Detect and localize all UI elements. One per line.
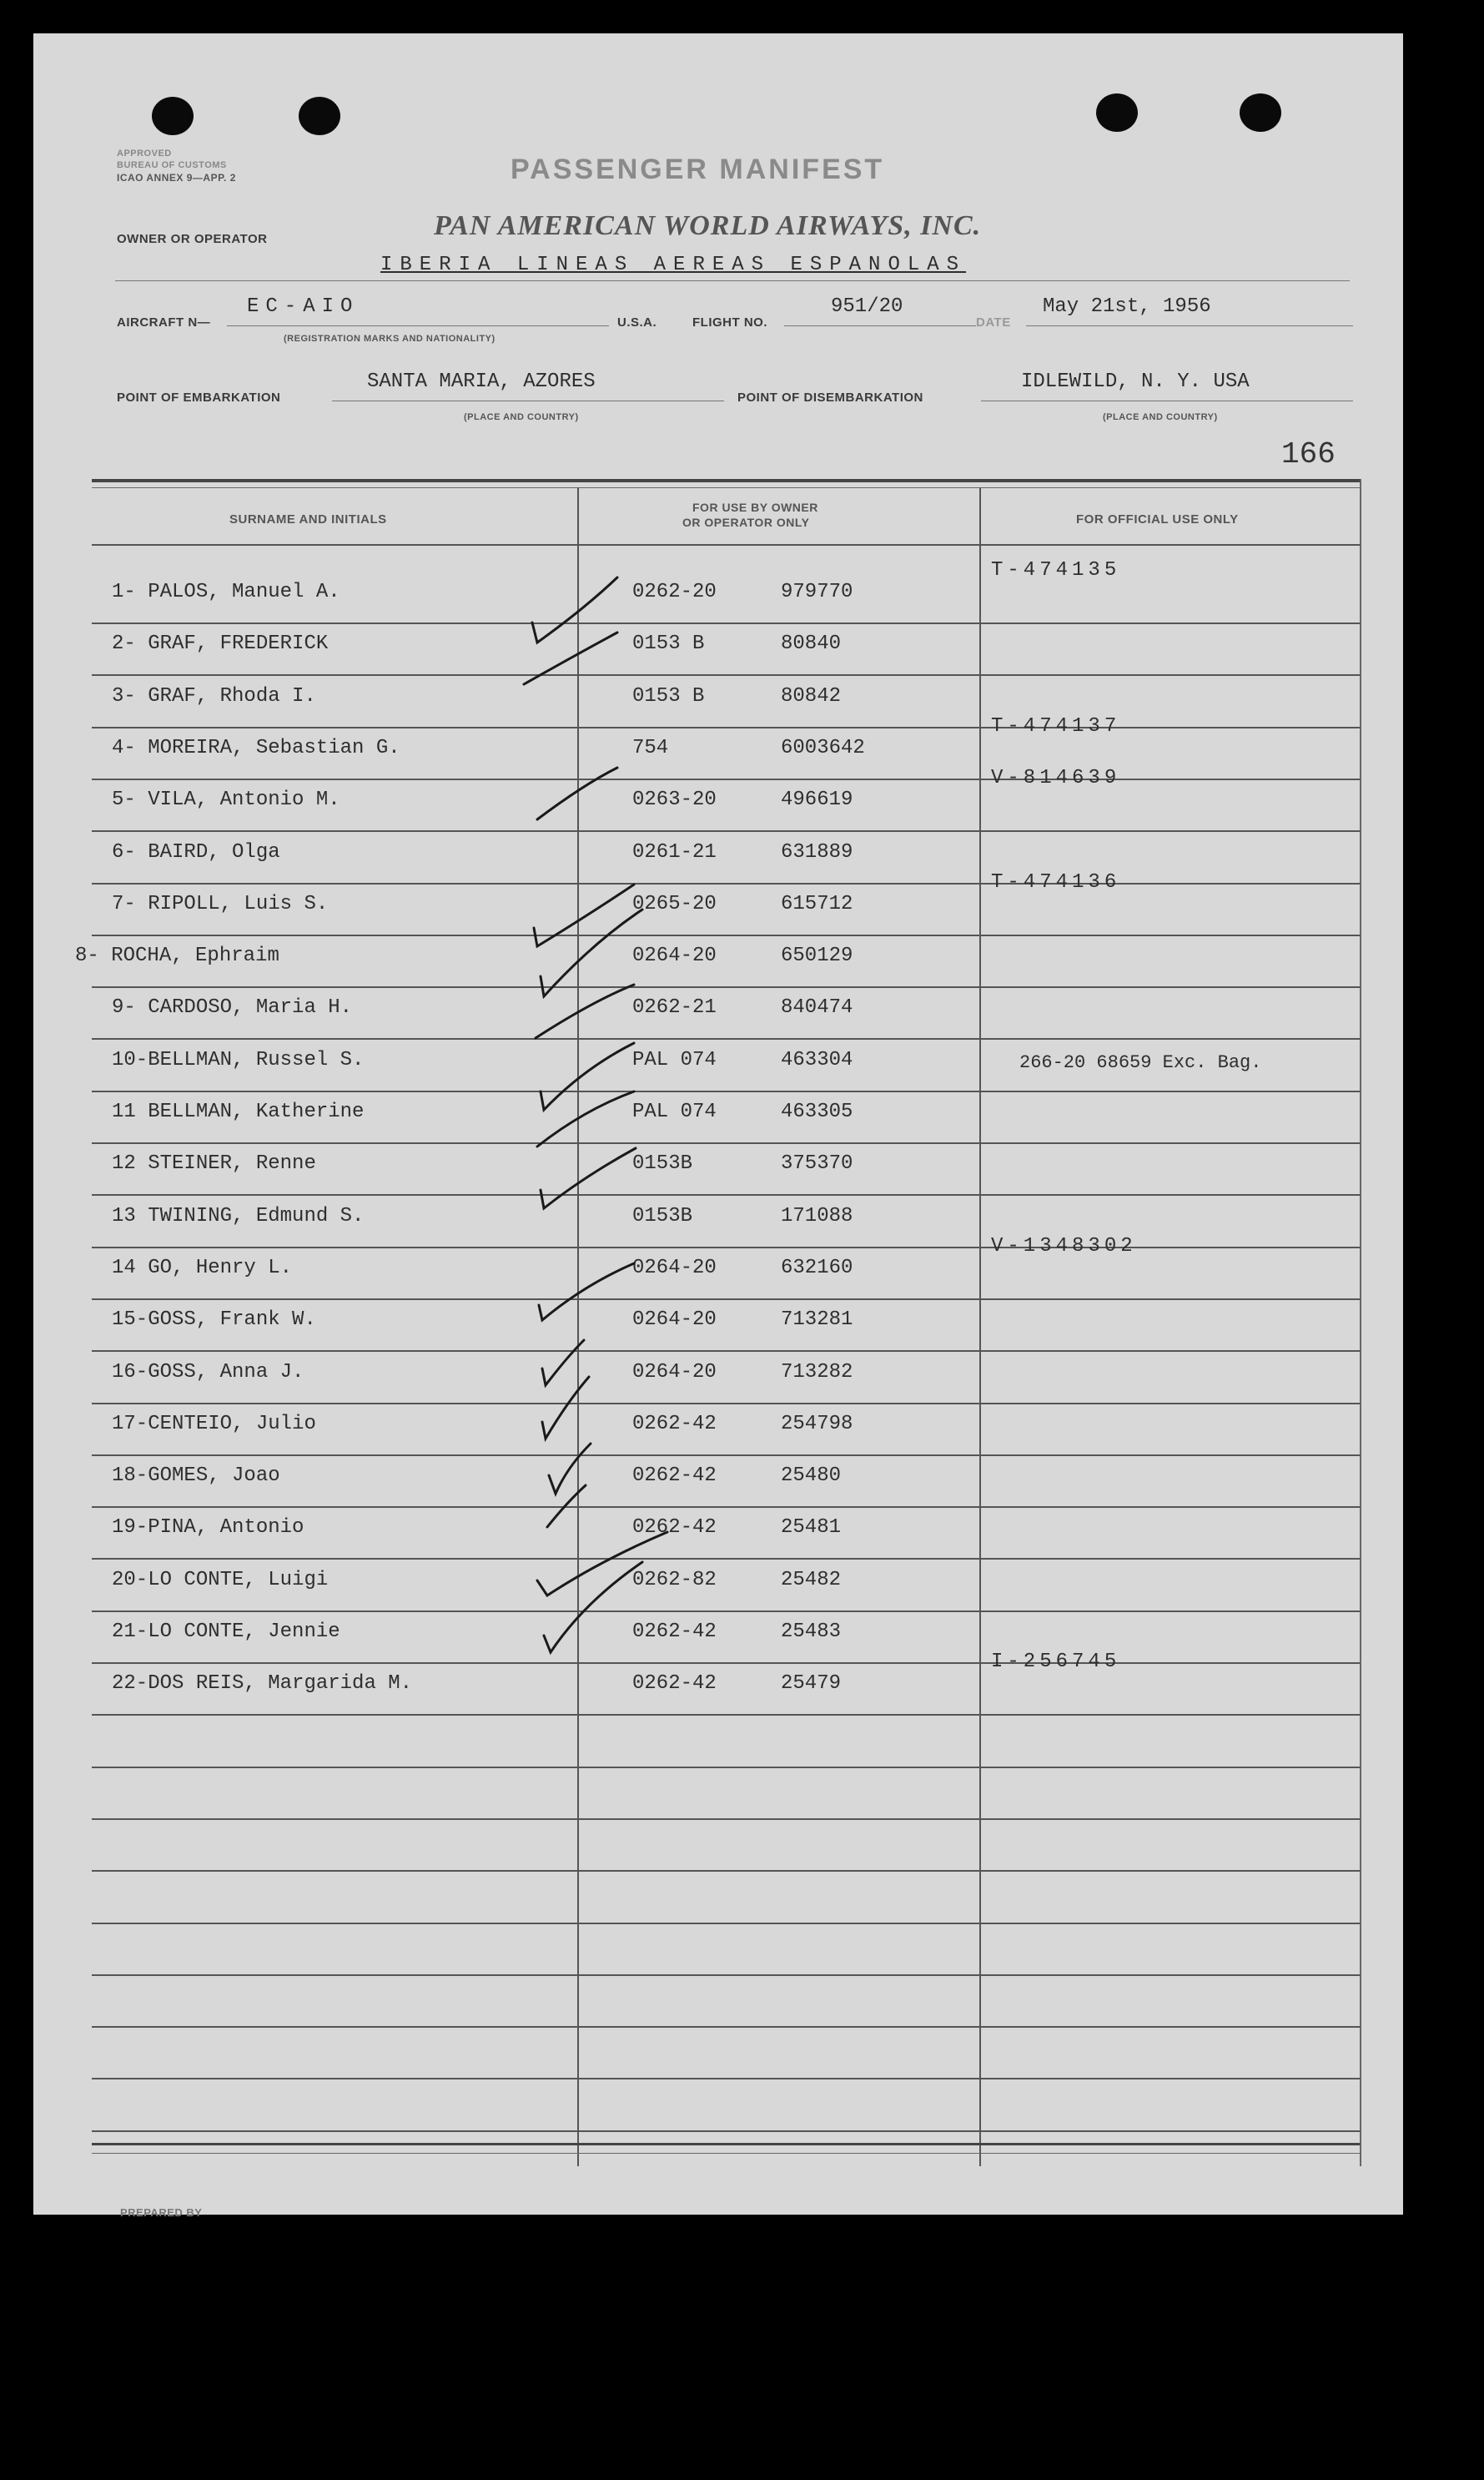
ticket-code: 0153B <box>632 1152 693 1175</box>
embark-caption: (PLACE AND COUNTRY) <box>464 412 579 422</box>
date-value: May 21st, 1956 <box>1043 295 1211 318</box>
passenger-name: 8- ROCHA, Ephraim <box>75 945 279 967</box>
official-notation: V-814639 <box>991 767 1121 789</box>
official-notation: I-256745 <box>991 1651 1121 1673</box>
ticket-code: 0262-42 <box>632 1413 717 1435</box>
passenger-name: 2- GRAF, FREDERICK <box>112 633 329 655</box>
check-marks <box>33 33 1403 2215</box>
ticket-number: 615712 <box>781 893 853 915</box>
passenger-name: 7- RIPOLL, Luis S. <box>112 893 329 915</box>
passenger-name: 4- MOREIRA, Sebastian G. <box>112 737 400 759</box>
official-notation: T-474137 <box>991 715 1121 738</box>
ticket-number: 25481 <box>781 1516 842 1539</box>
column-header-name: SURNAME AND INITIALS <box>229 512 387 527</box>
ticket-code: 0262-82 <box>632 1569 717 1591</box>
flight-label: FLIGHT NO. <box>692 315 767 330</box>
ticket-number: 254798 <box>781 1413 853 1435</box>
check-mark-icon <box>534 885 634 946</box>
disembark-label: POINT OF DISEMBARKATION <box>737 391 923 405</box>
passenger-name: 12 STEINER, Renne <box>112 1152 316 1175</box>
ticket-code: 0263-20 <box>632 789 717 811</box>
ticket-number: 80840 <box>781 633 842 655</box>
prepared-by-label: PREPARED BY <box>120 2206 203 2219</box>
footer-rule <box>92 2143 1360 2145</box>
check-mark-icon <box>541 1043 634 1110</box>
ticket-code: 754 <box>632 737 669 759</box>
ticket-number: 650129 <box>781 945 853 967</box>
ticket-code: 0262-42 <box>632 1464 717 1487</box>
check-mark-icon <box>541 910 642 996</box>
page-title: PASSENGER MANIFEST <box>511 154 885 185</box>
passenger-name: 6- BAIRD, Olga <box>112 841 280 864</box>
passenger-name: 5- VILA, Antonio M. <box>112 789 340 811</box>
passenger-name: 21-LO CONTE, Jennie <box>112 1621 340 1643</box>
ticket-code: PAL 074 <box>632 1049 717 1071</box>
ticket-number: 496619 <box>781 789 853 811</box>
passenger-name: 22-DOS REIS, Margarida M. <box>112 1672 413 1695</box>
ticket-code: 0262-42 <box>632 1672 717 1695</box>
ticket-code: 0264-20 <box>632 945 717 967</box>
check-mark-icon <box>544 1562 642 1652</box>
flight-value: 951/20 <box>831 295 903 318</box>
ticket-code: PAL 074 <box>632 1101 717 1123</box>
ticket-number: 631889 <box>781 841 853 864</box>
footer-rule-2 <box>92 2153 1360 2154</box>
ticket-code: 0153 B <box>632 633 705 655</box>
ticket-number: 80842 <box>781 685 842 708</box>
ticket-number: 25483 <box>781 1621 842 1643</box>
official-notation: T-474135 <box>991 559 1121 582</box>
ticket-code: 0153B <box>632 1205 693 1227</box>
ticket-number: 375370 <box>781 1152 853 1175</box>
column-header-official: FOR OFFICIAL USE ONLY <box>1076 512 1239 527</box>
ticket-number: 6003642 <box>781 737 865 759</box>
check-mark-icon <box>537 1091 634 1147</box>
ticket-code: 0264-20 <box>632 1257 717 1279</box>
passenger-name: 18-GOMES, Joao <box>112 1464 280 1487</box>
approved-stamp-line2: BUREAU OF CUSTOMS <box>117 160 227 170</box>
passenger-name: 14 GO, Henry L. <box>112 1257 293 1279</box>
check-mark-icon <box>537 768 617 819</box>
passenger-name: 19-PINA, Antonio <box>112 1516 304 1539</box>
passenger-name: 1- PALOS, Manuel A. <box>112 581 340 603</box>
ticket-number: 171088 <box>781 1205 853 1227</box>
passenger-name: 20-LO CONTE, Luigi <box>112 1569 329 1591</box>
operator-typed: IBERIA LINEAS AEREAS ESPANOLAS <box>380 254 967 276</box>
passenger-name: 3- GRAF, Rhoda I. <box>112 685 316 708</box>
passenger-name: 15-GOSS, Frank W. <box>112 1308 316 1331</box>
embark-value: SANTA MARIA, AZORES <box>367 370 596 393</box>
passenger-name: 16-GOSS, Anna J. <box>112 1361 304 1384</box>
check-mark-icon <box>542 1340 584 1385</box>
ticket-number: 979770 <box>781 581 853 603</box>
official-notation: T-474136 <box>991 871 1121 894</box>
check-mark-icon <box>537 1532 667 1595</box>
disembark-value: IDLEWILD, N. Y. USA <box>1021 370 1250 393</box>
ticket-code: 0262-42 <box>632 1516 717 1539</box>
page-number: 166 <box>1281 437 1336 471</box>
aircraft-label: AIRCRAFT N— <box>117 315 211 330</box>
ticket-number: 713281 <box>781 1308 853 1331</box>
column-header-owner-1: FOR USE BY OWNER <box>692 501 818 514</box>
passenger-name: 9- CARDOSO, Maria H. <box>112 996 353 1019</box>
official-notation: V-1348302 <box>991 1235 1137 1258</box>
passenger-name: 11 BELLMAN, Katherine <box>112 1101 365 1123</box>
ticket-number: 25480 <box>781 1464 842 1487</box>
ticket-number: 632160 <box>781 1257 853 1279</box>
passenger-name: 13 TWINING, Edmund S. <box>112 1205 365 1227</box>
column-header-owner-2: OR OPERATOR ONLY <box>682 516 810 529</box>
aircraft-value: EC-AIO <box>247 295 360 318</box>
icao-reference: ICAO ANNEX 9—APP. 2 <box>117 172 236 184</box>
ticket-number: 25479 <box>781 1672 842 1695</box>
ticket-code: 0264-20 <box>632 1308 717 1331</box>
check-mark-icon <box>547 1485 586 1527</box>
ticket-code: 0264-20 <box>632 1361 717 1384</box>
ticket-number: 463305 <box>781 1101 853 1123</box>
embark-label: POINT OF EMBARKATION <box>117 391 281 405</box>
registration-caption: (REGISTRATION MARKS AND NATIONALITY) <box>284 334 496 344</box>
check-mark-icon <box>542 1377 589 1439</box>
ticket-code: 0262-21 <box>632 996 717 1019</box>
passenger-name: 10-BELLMAN, Russel S. <box>112 1049 365 1071</box>
check-mark-icon <box>532 577 617 643</box>
official-notation: 266-20 68659 Exc. Bag. <box>1019 1052 1262 1073</box>
ticket-number: 463304 <box>781 1049 853 1071</box>
ticket-code: 0261-21 <box>632 841 717 864</box>
check-mark-icon <box>539 1263 634 1320</box>
check-mark-icon <box>536 985 634 1038</box>
ticket-number: 840474 <box>781 996 853 1019</box>
approved-stamp: APPROVED <box>117 149 172 159</box>
ticket-number: 713282 <box>781 1361 853 1384</box>
check-mark-icon <box>541 1148 636 1208</box>
owner-label: OWNER OR OPERATOR <box>117 232 268 246</box>
manifest-page <box>33 33 1403 2219</box>
owner-value: PAN AMERICAN WORLD AIRWAYS, INC. <box>434 210 982 241</box>
date-label: DATE <box>976 315 1011 330</box>
disembark-caption: (PLACE AND COUNTRY) <box>1103 412 1218 422</box>
ticket-code: 0153 B <box>632 685 705 708</box>
ticket-code: 0265-20 <box>632 893 717 915</box>
ticket-code: 0262-20 <box>632 581 717 603</box>
passenger-name: 17-CENTEIO, Julio <box>112 1413 316 1435</box>
ticket-number: 25482 <box>781 1569 842 1591</box>
ticket-code: 0262-42 <box>632 1621 717 1643</box>
usa-label: U.S.A. <box>617 315 657 330</box>
